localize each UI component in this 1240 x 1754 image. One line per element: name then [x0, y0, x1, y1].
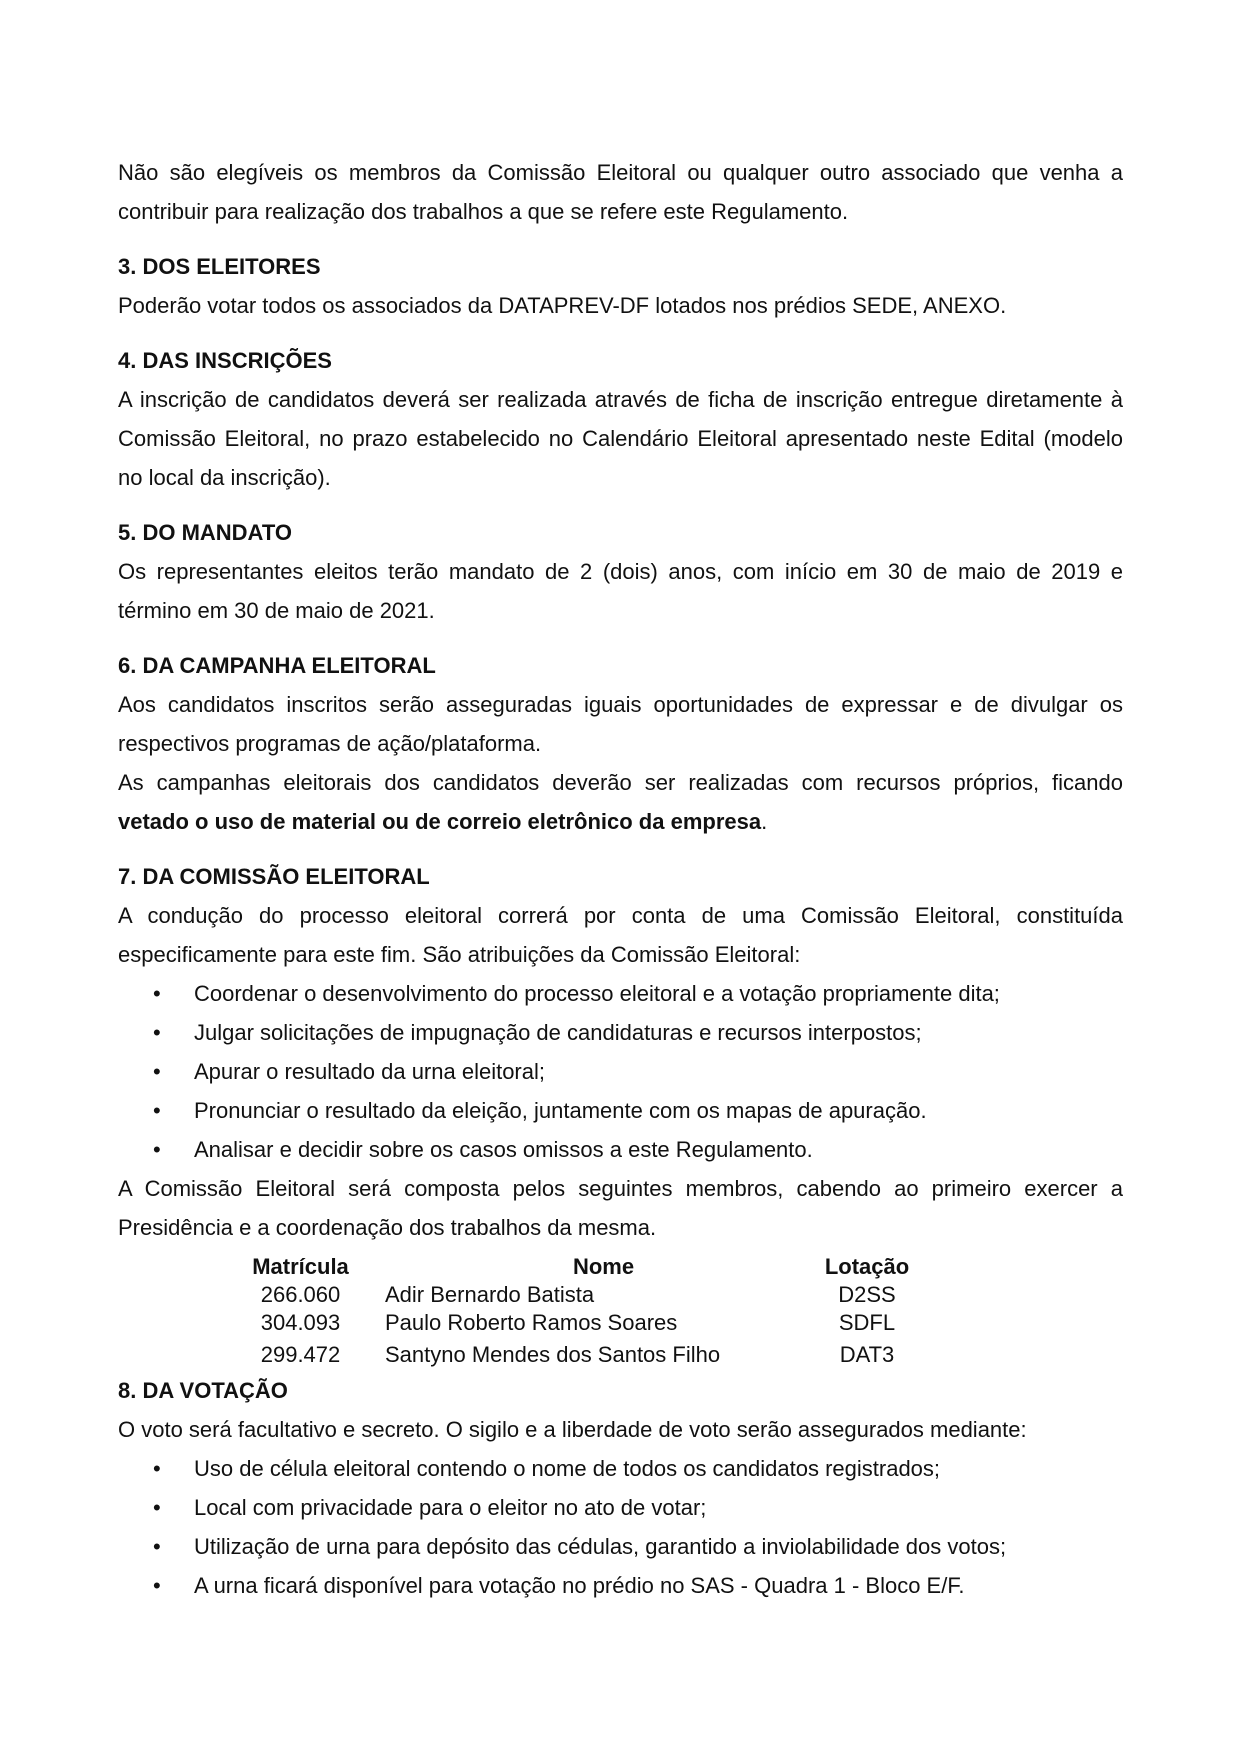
- text-run: .: [761, 809, 768, 834]
- column-header-lotacao: Lotação: [824, 1254, 910, 1279]
- bold-text-run: vetado o uso de material ou de correio eletrônico da empresa: [118, 809, 762, 834]
- list-item: • A urna ficará disponível para votação no prédio no SAS - Quadra 1 - Bloco E/F.: [118, 1566, 1123, 1605]
- section-paragraph: Aos candidatos inscritos serão asseguradas iguais oportunidades de expressar e de divulgar os respectivos programas de ação/plataforma.: [118, 692, 1123, 756]
- section-title: 5. DO MANDATO: [118, 520, 292, 545]
- section-campanha: [118, 646, 1123, 841]
- section-paragraph: [118, 763, 1123, 841]
- cell-matricula: 266.060: [260, 1282, 341, 1307]
- table-row: [239, 1281, 912, 1309]
- cell-nome: Santyno Mendes dos Santos Filho: [385, 1342, 721, 1367]
- table-header-row: [239, 1253, 912, 1281]
- section-paragraph: Poderão votar todos os associados da DATAPREV-DF lotados nos prédios SEDE, ANEXO.: [118, 293, 1007, 318]
- members-table: [239, 1253, 912, 1369]
- section-comissao: [118, 857, 1123, 1369]
- cell-nome: Adir Bernardo Batista: [385, 1282, 595, 1307]
- list-item: • Uso de célula eleitoral contendo o nome de todos os candidatos registrados;: [118, 1449, 1123, 1488]
- cell-nome: Paulo Roberto Ramos Soares: [385, 1310, 678, 1335]
- column-header-matricula: Matrícula: [252, 1254, 349, 1279]
- intro-paragraph: Não são elegíveis os membros da Comissão Eleitoral ou qualquer outro associado que venha a contribuir para realização dos trabalhos a que se refere este Regulamento.: [118, 160, 1123, 224]
- column-header-nome: Nome: [572, 1254, 635, 1279]
- document-page: [118, 153, 1123, 1605]
- section-paragraph: A inscrição de candidatos deverá ser realizada através de ficha de inscrição entregue diretamente à Comissão Eleitoral, no prazo estabelecido no Calendário Eleitoral apresentado neste Edital (modelo no local da inscrição).: [118, 387, 1123, 490]
- section-paragraph: Os representantes eleitos terão mandato de 2 (dois) anos, com início em 30 de maio de 2019 e término em 30 de maio de 2021.: [118, 559, 1123, 623]
- section-eleitores: [118, 247, 1123, 325]
- section-title: 3. DOS ELEITORES: [118, 254, 321, 279]
- cell-lotacao: D2SS: [838, 1282, 896, 1307]
- list-item: • Analisar e decidir sobre os casos omissos a este Regulamento.: [118, 1130, 1123, 1169]
- bullet-list: [118, 1449, 1123, 1605]
- section-paragraph: A Comissão Eleitoral será composta pelos seguintes membros, cabendo ao primeiro exercer a Presidência e a coordenação dos trabalhos da mesma.: [118, 1176, 1123, 1240]
- cell-matricula: 304.093: [260, 1310, 341, 1335]
- table-row: [239, 1309, 912, 1337]
- section-paragraph: O voto será facultativo e secreto. O sigilo e a liberdade de voto serão assegurados mediante:: [118, 1417, 1027, 1442]
- table-row: [239, 1337, 912, 1369]
- list-item: • Local com privacidade para o eleitor no ato de votar;: [118, 1488, 1123, 1527]
- section-title: 7. DA COMISSÃO ELEITORAL: [118, 864, 430, 889]
- section-paragraph: A condução do processo eleitoral correrá por conta de uma Comissão Eleitoral, constituída especificamente para este fim. São atribuições da Comissão Eleitoral:: [118, 903, 1123, 967]
- section-mandato: [118, 513, 1123, 630]
- section-title: 6. DA CAMPANHA ELEITORAL: [118, 653, 436, 678]
- list-item: • Utilização de urna para depósito das cédulas, garantido a inviolabilidade dos votos;: [118, 1527, 1123, 1566]
- section-inscricoes: [118, 341, 1123, 497]
- list-item: • Apurar o resultado da urna eleitoral;: [118, 1052, 1123, 1091]
- cell-lotacao: SDFL: [838, 1310, 896, 1335]
- text-run: As campanhas eleitorais dos candidatos deverão ser realizadas com recursos próprios, ficando: [118, 770, 1123, 795]
- section-title: 8. DA VOTAÇÃO: [118, 1378, 288, 1403]
- bullet-list: [118, 974, 1123, 1169]
- cell-lotacao: DAT3: [839, 1342, 895, 1367]
- list-item: • Pronunciar o resultado da eleição, juntamente com os mapas de apuração.: [118, 1091, 1123, 1130]
- cell-matricula: 299.472: [260, 1342, 341, 1367]
- section-votacao: [118, 1371, 1123, 1605]
- list-item: • Julgar solicitações de impugnação de candidaturas e recursos interpostos;: [118, 1013, 1123, 1052]
- list-item: • Coordenar o desenvolvimento do processo eleitoral e a votação propriamente dita;: [118, 974, 1123, 1013]
- section-title: 4. DAS INSCRIÇÕES: [118, 348, 332, 373]
